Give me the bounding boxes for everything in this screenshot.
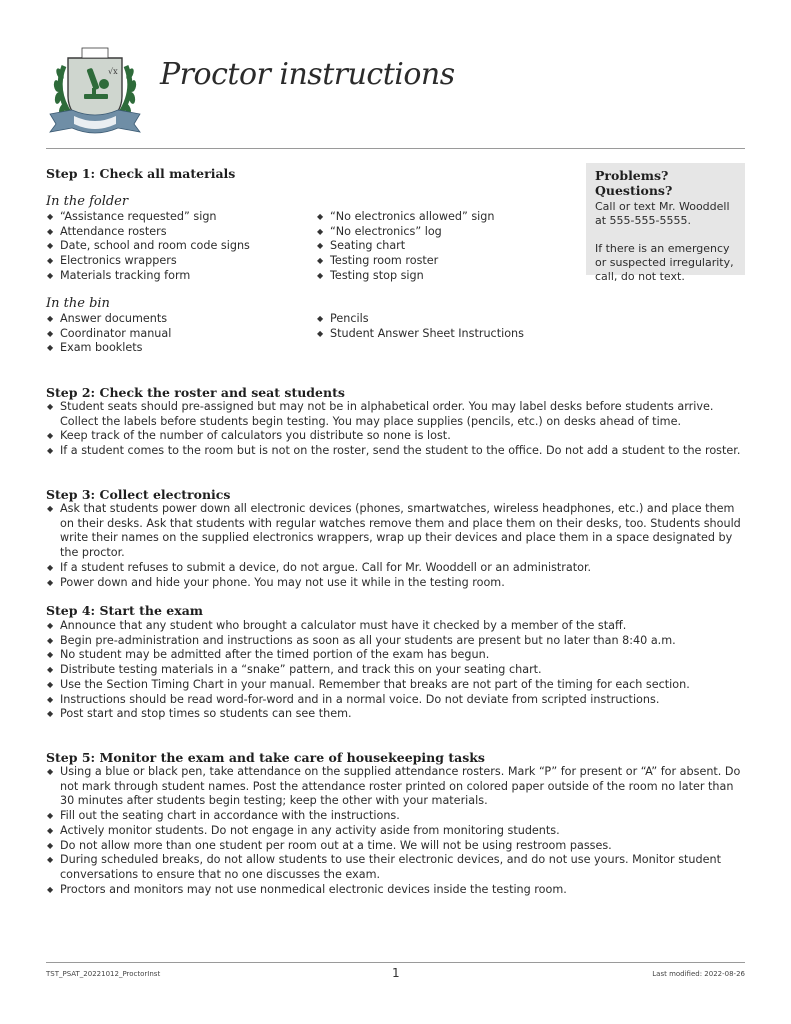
- list-item: ◆ Seating chart: [317, 239, 406, 253]
- problems-title: Problems? Questions?: [595, 168, 673, 198]
- list-item: ◆ Pencils: [317, 312, 369, 325]
- list-item: ◆ Announce that any student who brought a calculator must have it checked by a member of the staff.: [47, 619, 627, 632]
- list-item: ◆ Post start and stop times so students can see them.: [47, 707, 352, 721]
- list-item: ◆ “No electronics allowed” sign: [317, 210, 495, 223]
- list-item: ◆ Answer documents: [47, 312, 168, 325]
- problems-contact: Call or text Mr. Wooddell at 555-555-5555.: [595, 200, 730, 228]
- list-item: ◆ Power down and hide your phone. You may not use it while in the testing room.: [47, 575, 505, 589]
- school-crest-logo: [46, 44, 144, 136]
- list-item: ◆ Testing stop sign: [317, 268, 424, 282]
- list-item: ◆ Begin pre-administration and instructions as soon as all your students are present but no later than 8:40 a.m.: [47, 633, 676, 647]
- page-title: Proctor instructions: [160, 57, 455, 92]
- list-item: ◆ Electronics wrappers: [47, 254, 177, 268]
- folder-list-left: [46, 210, 306, 284]
- list-item: ◆ Student seats should pre-assigned but may not be in alphabetical order. You may label desks before students arrive. Collect the labels before students begin testing. You may place supplies (pencils, etc.) on desks ahead of time.: [47, 400, 714, 428]
- list-item: ◆ Testing room roster: [317, 254, 439, 268]
- list-item: ◆ Ask that students power down all electronic devices (phones, smartwatches, wireless headphones, etc.) and place them on their desks. Ask that students with regular watches remove them and place them on their desks, too. Students should write their names on the supplied electronics wrappers, wrap up their devices and place them in a space designated by the proctor.: [47, 502, 741, 560]
- list-item: ◆ If a student comes to the room but is not on the roster, send the student to the office. Do not add a student to the roster.: [47, 444, 741, 458]
- list-item: ◆ Proctors and monitors may not use nonmedical electronic devices inside the testing room.: [47, 882, 567, 896]
- list-item: ◆ Date, school and room code signs: [47, 239, 250, 253]
- step2-list: [46, 400, 746, 459]
- problems-callout: [586, 163, 745, 284]
- folder-list-right: [316, 210, 576, 284]
- list-item: ◆ Materials tracking form: [47, 268, 191, 282]
- footer-file-name: TST_PSAT_20221012_ProctorInst: [46, 970, 161, 978]
- step3-heading: Step 3: Collect electronics: [46, 487, 231, 502]
- list-item: ◆ Do not allow more than one student per room out at a time. We will not be using restroom passes.: [47, 838, 612, 852]
- step1-heading: Step 1: Check all materials: [46, 166, 236, 181]
- list-item: ◆ No student may be admitted after the timed portion of the exam has begun.: [47, 648, 490, 662]
- list-item: ◆ Exam booklets: [47, 341, 143, 355]
- folder-subheading: In the folder: [46, 194, 129, 209]
- list-item: ◆ “Assistance requested” sign: [47, 210, 217, 223]
- list-item: ◆ Use the Section Timing Chart in your manual. Remember that breaks are not part of the timing for each section.: [47, 677, 690, 691]
- svg-text:√x: √x: [108, 67, 118, 76]
- list-item: ◆ Instructions should be read word-for-word and in a normal voice. Do not deviate from scripted instructions.: [47, 692, 660, 706]
- bin-list-left: [46, 312, 306, 356]
- bin-list-right: [316, 312, 576, 341]
- list-item: ◆ Fill out the seating chart in accordance with the instructions.: [47, 809, 400, 823]
- step4-list: [46, 619, 746, 722]
- bin-subheading: In the bin: [46, 296, 110, 311]
- header-divider: [46, 148, 745, 149]
- page-number: 1: [392, 966, 400, 980]
- list-item: ◆ If a student refuses to submit a device, do not argue. Call for Mr. Wooddell or an administrator.: [47, 560, 592, 574]
- step5-list: [46, 765, 746, 897]
- list-item: ◆ Keep track of the number of calculators you distribute so none is lost.: [47, 429, 451, 443]
- list-item: ◆ Using a blue or black pen, take attendance on the supplied attendance rosters. Mark “P” for present or “A” for absent. Do not mark through student names. Post the attendance roster printed on colored paper outside of the room no later than 30 minutes after students begin testing; keep the other with your materials.: [47, 765, 741, 808]
- list-item: ◆ During scheduled breaks, do not allow students to use their electronic devices, and do not use yours. Monitor student conversations to ensure that no one discusses the exam.: [47, 853, 721, 881]
- step2-heading: Step 2: Check the roster and seat students: [46, 385, 345, 400]
- problems-emergency-note: If there is an emergency or suspected irregularity, call, do not text.: [595, 241, 734, 284]
- step5-heading: Step 5: Monitor the exam and take care of housekeeping tasks: [46, 750, 485, 765]
- list-item: ◆ Distribute testing materials in a “snake” pattern, and track this on your seating chart.: [47, 663, 542, 677]
- list-item: ◆ “No electronics” log: [317, 224, 442, 238]
- list-item: ◆ Actively monitor students. Do not engage in any activity aside from monitoring students.: [47, 823, 560, 837]
- list-item: ◆ Coordinator manual: [47, 326, 172, 340]
- step4-heading: Step 4: Start the exam: [46, 603, 204, 618]
- footer-divider: [46, 962, 745, 963]
- footer-last-modified: Last modified: 2022-08-26: [652, 970, 745, 978]
- step3-list: [46, 502, 746, 590]
- list-item: ◆ Attendance rosters: [47, 224, 167, 238]
- list-item: ◆ Student Answer Sheet Instructions: [317, 326, 524, 340]
